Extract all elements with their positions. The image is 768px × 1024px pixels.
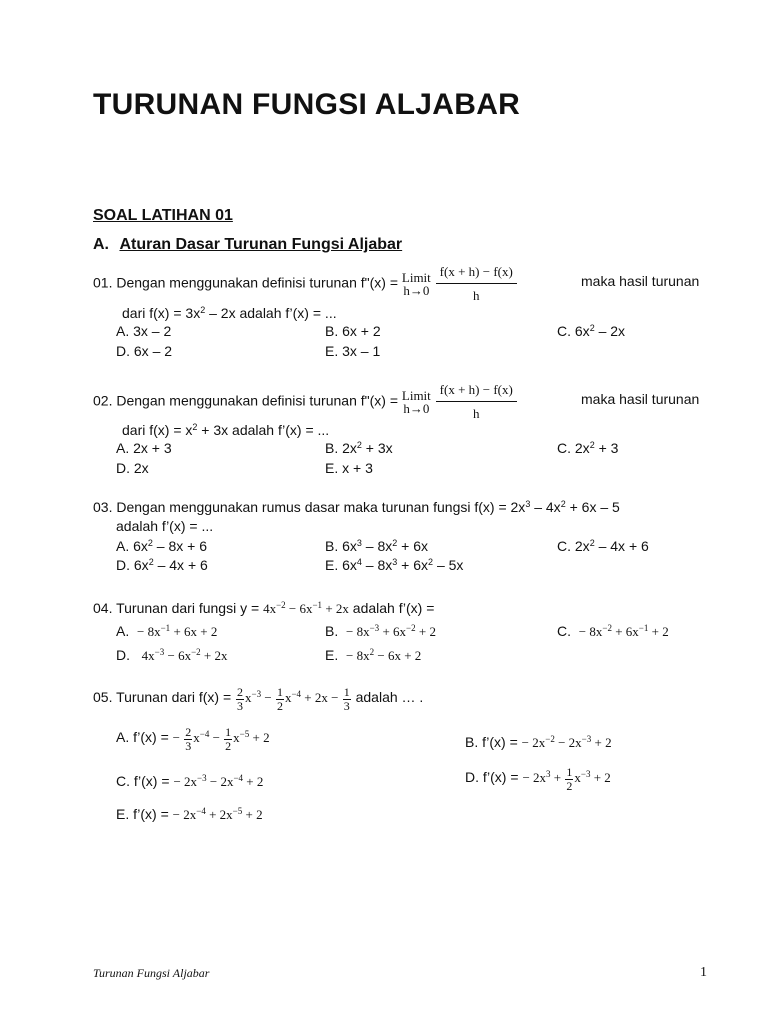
function-expression: $4x^{-2} - 6x^{-1} + 2x$: [263, 600, 349, 616]
option-e: [325, 647, 421, 664]
fraction: $\frac{1}{3}$: [343, 685, 350, 713]
option-e: [116, 806, 263, 823]
option-c: C. $2x^2 + 3$: [557, 440, 619, 456]
option-letter: B.: [325, 623, 339, 639]
question-02-text: 02. Dengan menggunakan definisi turunan f"(x) =: [93, 392, 398, 409]
text-part: dari f(x) = x: [122, 422, 193, 438]
question-02-line2: dari $f(x) = x^2 + 3x$ adalah f’(x) = ...: [122, 422, 330, 438]
option-expression: − $2x^{-3} - 2x^{-4} + 2$: [173, 773, 264, 789]
text-part: B. 6x: [325, 538, 357, 554]
option-letter: D.: [116, 647, 130, 663]
function-expression: $\frac{2}{3}$ $x^{-3}$ − $\frac{1}{2}$ $x^{-4} + 2x$ − $\frac{1}{3}$: [237, 685, 350, 713]
option-expression: − $2x^{-4} + 2x^{-5} + 2$: [172, 806, 263, 822]
page-number: 1: [700, 965, 707, 980]
text-part: + 6x: [397, 538, 429, 554]
option-expression: − $8x^{-3} + 6x^{-2} + 2$: [346, 623, 436, 639]
text-part: + 3x: [361, 440, 393, 456]
question-04-text: 04. Turunan dari fungsi y =: [93, 600, 260, 616]
option-b: B. $2x^2 + 3x$: [325, 440, 393, 456]
option-c: C. $2x^2 - 4x + 6$: [557, 538, 649, 554]
fraction-denominator: h: [472, 287, 480, 303]
limit-sub: h→0: [403, 400, 430, 416]
question-02-line1: [93, 383, 518, 420]
option-expression: − $8x^2 - 6x + 2$: [346, 647, 422, 663]
option-a: A. $6x^2 - 8x + 6$: [116, 538, 208, 554]
text-part: C. 2x: [557, 440, 590, 456]
text-part: C. 2x: [557, 538, 590, 554]
fraction: $\frac{2}{3}$: [185, 725, 192, 753]
fraction: $\frac{2}{3}$: [237, 685, 244, 713]
question-04-line1: [93, 600, 434, 617]
option-label: A. f’(x) =: [116, 729, 169, 746]
option-expression: − $8x^{-1} + 6x + 2$: [137, 623, 218, 639]
question-03-line1: 03. Dengan menggunakan rumus dasar maka turunan fungsi $f(x) = 2x^3 - 4x^2 + 6x - 5$: [93, 499, 620, 515]
option-expression: − $2x^{-2} - 2x^{-3} + 2$: [521, 734, 612, 750]
text-part: dari f(x) = 3x: [122, 305, 201, 321]
text-part: – 8x + 6: [152, 538, 208, 554]
limit-word: Limit: [401, 269, 431, 285]
option-e: E. x + 3: [325, 460, 373, 476]
text-part: – 8x: [361, 557, 393, 573]
limit-notation: [402, 389, 431, 415]
fraction: $\frac{1}{2}$: [566, 765, 573, 793]
text-part: – 4x + 6: [153, 557, 208, 573]
text-part: + 6x: [397, 557, 429, 573]
option-d: D. 6x – 2: [116, 343, 173, 359]
text-part: B. 2x: [325, 440, 357, 456]
option-label: D. f’(x) =: [465, 769, 519, 786]
text-part: 03. Dengan menggunakan rumus dasar maka turunan fungsi f(x) = 2x: [93, 499, 526, 515]
fraction-numerator: f(x + h) − f(x): [436, 383, 517, 402]
text-part: C. 6x: [557, 323, 590, 339]
option-e: E. 3x – 1: [325, 343, 381, 359]
option-b: B. $6x^3 - 8x^2 + 6x$: [325, 538, 429, 554]
question-05-line1: [93, 686, 423, 712]
option-b: [325, 623, 436, 640]
option-letter: A.: [116, 623, 130, 639]
option-label: C. f’(x) =: [116, 773, 170, 789]
subsection-title: Aturan Dasar Turunan Fungsi Aljabar: [119, 236, 403, 253]
derivative-definition-fraction: [436, 383, 517, 420]
option-a: A. 2x + 3: [116, 440, 172, 456]
option-a: A. 3x – 2: [116, 323, 172, 339]
text-part: – 5x: [433, 557, 464, 573]
option-letter: E.: [325, 647, 339, 663]
question-01-line2: dari $f(x) = 3x^2 - 2x$ adalah f’(x) = ...: [122, 305, 337, 321]
option-c: [557, 623, 669, 640]
page-title: TURUNAN FUNGSI ALJABAR: [93, 88, 521, 121]
text-part: – 2x adalah f’(x) = ...: [205, 305, 337, 321]
text-part: A. 6x: [116, 538, 148, 554]
section-heading: SOAL LATIHAN 01: [93, 207, 233, 224]
fraction: $\frac{1}{2}$: [276, 685, 283, 713]
fraction: $\frac{1}{2}$: [225, 725, 232, 753]
option-a: [116, 726, 270, 752]
option-letter: C.: [557, 623, 571, 639]
option-b: B. 6x + 2: [325, 323, 381, 339]
question-01-line1: [93, 265, 518, 302]
text-part: – 2x: [594, 323, 626, 339]
option-d: D. 2x: [116, 460, 149, 476]
question-03-line2: adalah f’(x) = ...: [116, 518, 214, 534]
question-02-suffix: maka hasil turunan: [581, 391, 700, 407]
limit-sub: h→0: [403, 282, 430, 298]
option-expression: − $\frac{2}{3}$ $x^{-4}$ − $\frac{1}{2}$ $x^{-5} + 2$: [172, 725, 270, 753]
option-d: [465, 766, 611, 792]
text-part: + 6x – 5: [565, 499, 620, 515]
option-expression: − $8x^{-2} + 6x^{-1} + 2$: [578, 623, 669, 639]
limit-word: Limit: [401, 387, 431, 403]
option-expression: − $2x^3$ + $\frac{1}{2}$ $x^{-3} + 2$: [522, 765, 611, 793]
option-label: B. f’(x) =: [465, 734, 518, 750]
subsection-heading: [93, 236, 402, 254]
question-04-suffix: adalah f’(x) =: [352, 600, 435, 616]
option-c: [116, 773, 263, 790]
option-expression: $4x^{-3} - 6x^{-2} + 2x$: [141, 647, 228, 663]
subsection-letter: A.: [93, 236, 109, 253]
text-part: – 8x: [361, 538, 393, 554]
derivative-definition-fraction: [436, 265, 517, 302]
option-e: E. $6x^4 - 8x^3 + 6x^2 - 5x$: [325, 557, 464, 573]
text-part: – 4x + 6: [594, 538, 649, 554]
option-b: [465, 734, 612, 751]
option-d: [116, 647, 228, 664]
question-01-suffix: maka hasil turunan: [581, 273, 700, 289]
option-label: E. f’(x) =: [116, 806, 169, 822]
fraction-denominator: h: [472, 405, 480, 421]
text-part: + 3: [594, 440, 619, 456]
footer-title: Turunan Fungsi Aljabar: [93, 966, 210, 980]
text-part: E. 6x: [325, 557, 357, 573]
fraction-numerator: f(x + h) − f(x): [436, 265, 517, 284]
question-01-text: 01. Dengan menggunakan definisi turunan f"(x) =: [93, 274, 398, 291]
text-part: D. 6x: [116, 557, 149, 573]
text-part: + 3x adalah f’(x) = ...: [197, 422, 330, 438]
question-05-suffix: adalah … .: [355, 689, 424, 706]
option-c: C. $6x^2 - 2x$: [557, 323, 626, 339]
text-part: – 4x: [530, 499, 561, 515]
limit-notation: [402, 271, 431, 297]
option-a: [116, 623, 217, 640]
question-05-text: 05. Turunan dari f(x) =: [93, 689, 232, 706]
option-d: D. $6x^2 - 4x + 6$: [116, 557, 208, 573]
